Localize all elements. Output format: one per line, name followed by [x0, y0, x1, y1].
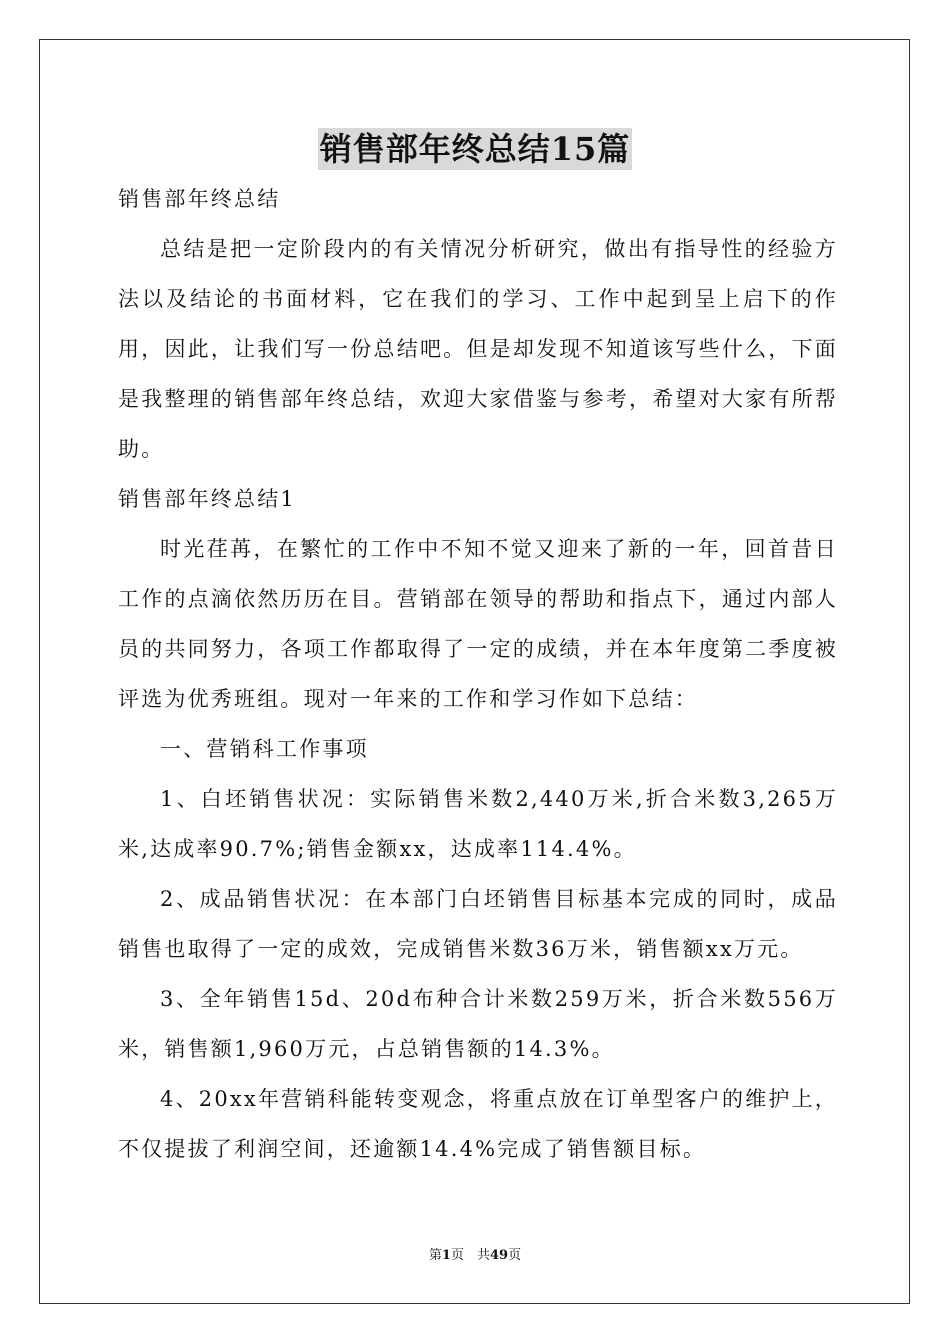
paragraph: 2、成品销售状况：在本部门白坯销售目标基本完成的同时，成品销售也取得了一定的成效，完成销售米数36万米，销售额xx万元。	[118, 887, 838, 961]
footer-mid: 页 共	[450, 1248, 490, 1263]
paragraph: 4、20xx年营销科能转变观念，将重点放在订单型客户的维护上，不仅提拔了利润空间，还逾额14.4%完成了销售额目标。	[118, 1087, 838, 1161]
page-footer	[0, 1246, 950, 1266]
footer-prefix: 第	[428, 1248, 442, 1263]
paragraph: 总结是把一定阶段内的有关情况分析研究，做出有指导性的经验方法以及结论的书面材料，它在我们的学习、工作中起到呈上启下的作用，因此，让我们写一份总结吧。但是却发现不知道该写些什么，下面是我整理的销售部年终总结，欢迎大家借鉴与参考，希望对大家有所帮助。	[118, 237, 838, 461]
footer-suffix: 页	[508, 1248, 522, 1263]
paragraph: 时光荏苒，在繁忙的工作中不知不觉又迎来了新的一年，回首昔日工作的点滴依然历历在目。营销部在领导的帮助和指点下，通过内部人员的共同努力，各项工作都取得了一定的成绩，并在本年度第二季度被评选为优秀班组。现对一年来的工作和学习作如下总结：	[118, 537, 838, 711]
document-title: 销售部年终总结15篇	[319, 130, 631, 168]
document-body	[118, 174, 838, 1174]
paragraph: 1、白坯销售状况：实际销售米数2,440万米,折合米数3,265万米,达成率90.7%;销售金额xx，达成率114.4%。	[118, 787, 838, 861]
paragraph: 一、营销科工作事项	[160, 737, 369, 761]
paragraph: 销售部年终总结1	[118, 487, 296, 511]
paragraph: 3、全年销售15d、20d布种合计米数259万米，折合米数556万米，销售额1,960万元，占总销售额的14.3%。	[118, 987, 838, 1061]
title-container	[0, 128, 950, 170]
paragraph: 销售部年终总结	[118, 187, 281, 211]
total-pages-number: 49	[489, 1248, 509, 1263]
current-page-number: 1	[441, 1248, 451, 1263]
